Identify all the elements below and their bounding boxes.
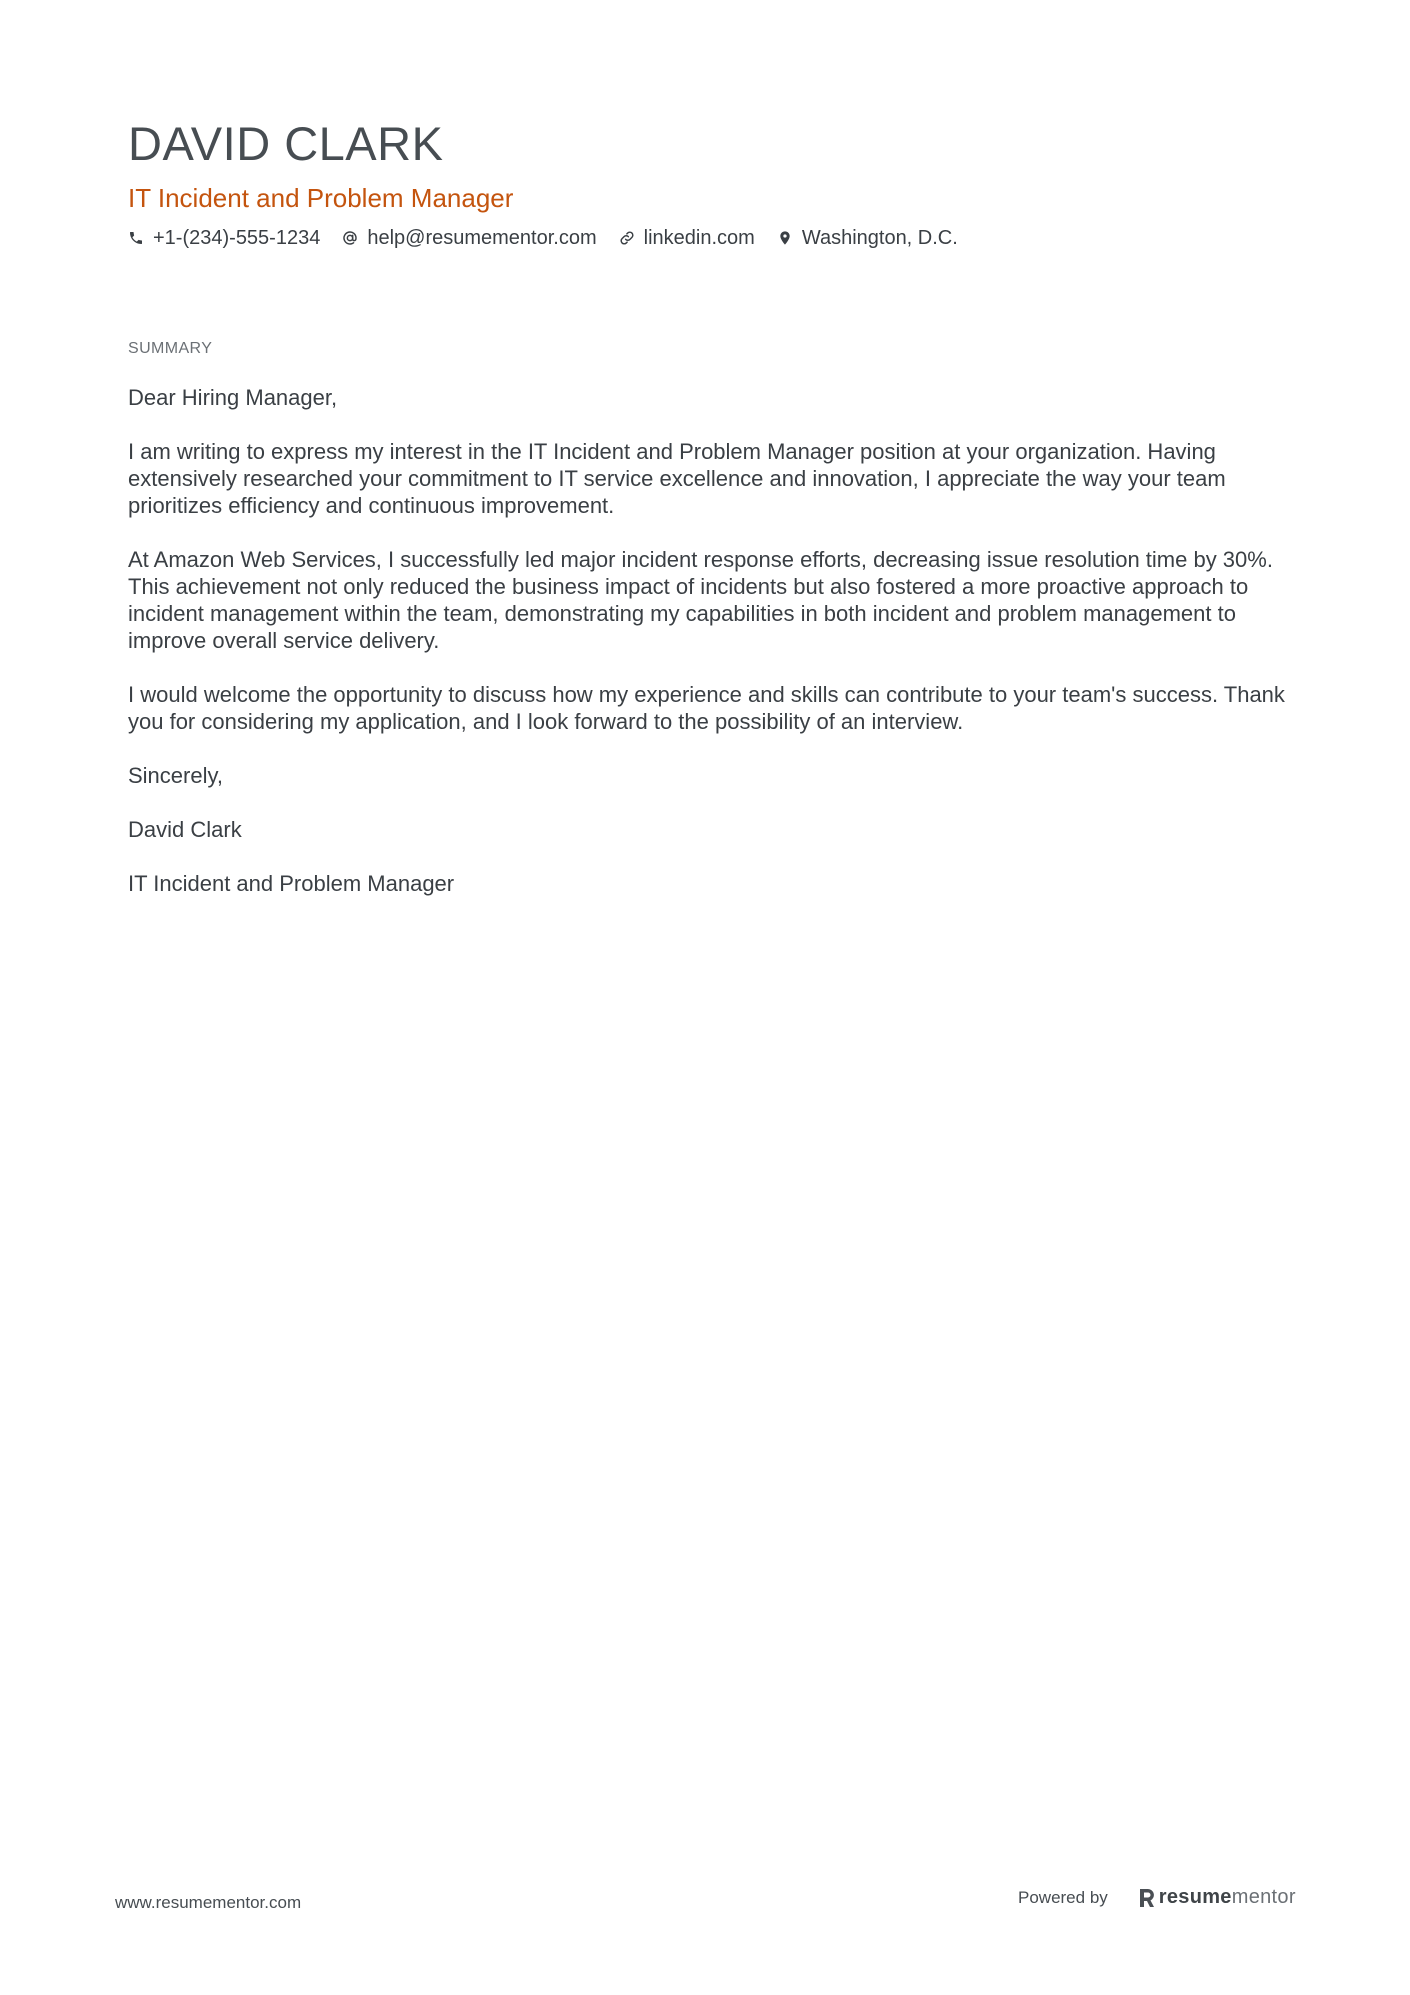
- signature-title: IT Incident and Problem Manager: [128, 871, 455, 896]
- contact-phone: [128, 224, 320, 252]
- contact-website: [619, 224, 755, 252]
- at-icon: [342, 230, 358, 246]
- salutation: Dear Hiring Manager,: [128, 385, 338, 410]
- location-text: Washington, D.C.: [801, 227, 958, 249]
- website-text: linkedin.com: [643, 227, 755, 249]
- link-icon: [619, 230, 635, 246]
- footer-branding: [1018, 1886, 1296, 1909]
- paragraph-2: At Amazon Web Services, I successfully led major incident response efforts, decreasing issue resolution time by 30%. This achievement not only reduced the business impact of incidents but also fostered a more proactive approach to incident management within the team, demonstrating my capabilities in both incident and problem management to improve overall service delivery.: [128, 547, 1273, 653]
- brand-logo[interactable]: [1138, 1886, 1296, 1909]
- section-heading-summary: SUMMARY: [128, 340, 213, 357]
- brand-text-strong: resume: [1158, 1886, 1232, 1908]
- footer-website-link[interactable]: www.resumementor.com: [115, 1893, 302, 1912]
- header: [128, 116, 1288, 252]
- contact-email: [342, 224, 596, 252]
- location-pin-icon: [777, 230, 793, 246]
- powered-by-label: Powered by: [1018, 1887, 1108, 1907]
- paragraph-1: I am writing to express my interest in the IT Incident and Problem Manager position at your organization. Having extensively researched your commitment to IT service excellence and innovation, I appreciate the way your team prioritizes efficiency and continuous improvement.: [128, 439, 1226, 518]
- signature-name: David Clark: [128, 817, 242, 842]
- paragraph-3: I would welcome the opportunity to discuss how my experience and skills can contribute to your team's success. Thank you for considering my application, and I look forward to the possibility of an interview.: [128, 682, 1285, 734]
- email-text: help@resumementor.com: [367, 227, 597, 249]
- resumementor-logo-icon: [1138, 1887, 1156, 1909]
- brand-text-light: mentor: [1231, 1886, 1296, 1908]
- closing: Sincerely,: [128, 763, 223, 788]
- contact-row: [128, 224, 1288, 252]
- phone-icon: [128, 230, 144, 246]
- letter-body: [128, 384, 1308, 924]
- job-title: IT Incident and Problem Manager: [128, 183, 514, 213]
- phone-text: +1-(234)-555-1234: [153, 227, 321, 249]
- contact-location: [777, 224, 958, 252]
- candidate-name: DAVID CLARK: [128, 117, 444, 170]
